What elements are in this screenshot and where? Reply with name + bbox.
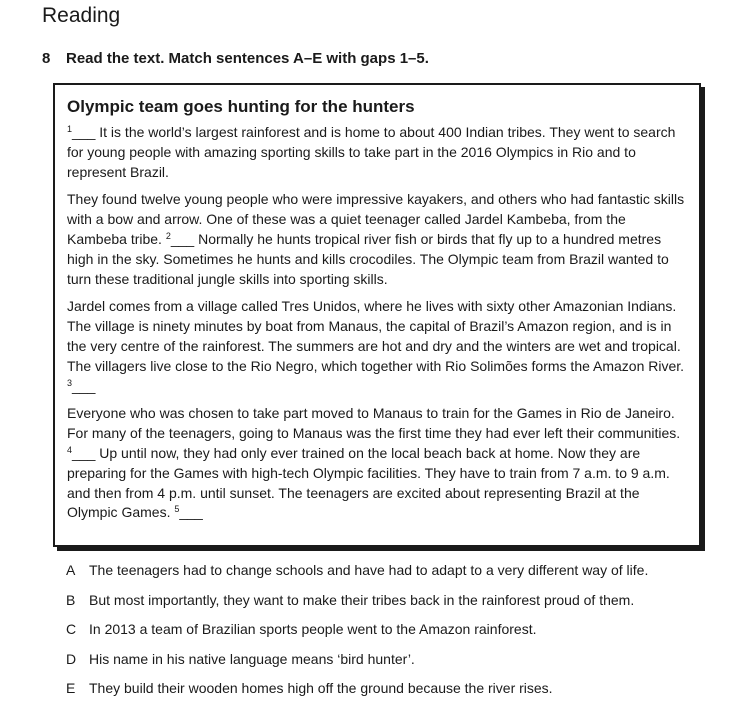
article-paragraph-2 bbox=[67, 190, 689, 289]
paragraph-4-text-b: Up until now, they had only ever trained on the local beach back at home. Now they are preparing for the Games with high-tech Olympic facilities. They have to train from 7 a.m. to 9 a.m. and then from 4 p.m. until sunset. The teenagers are excited about representing Brazil at the Olympic Games. bbox=[67, 444, 670, 521]
gap-number-4: 4 bbox=[67, 444, 73, 455]
exercise-heading bbox=[42, 50, 429, 67]
gap-number-1: 1 bbox=[67, 124, 73, 134]
article-paragraph-1 bbox=[67, 123, 689, 182]
gap-blank-5: ___ bbox=[179, 504, 203, 521]
option-text: The teenagers had to change schools and have had to adapt to a very different way of life. bbox=[89, 562, 649, 578]
paragraph-2-text-b: Normally he hunts tropical river fish or birds that fly up to a hundred metres high in the sky. Sometimes he hunts and kills crocodiles. The Olympic team from Brazil wanted to turn these traditional jungle skills into sporting skills. bbox=[67, 230, 669, 287]
option-letter: C bbox=[66, 621, 77, 637]
option-text: But most importantly, they want to make their tribes back in the rainforest proud of them. bbox=[89, 591, 635, 608]
option-text: They build their wooden homes high off the ground because the river rises. bbox=[89, 680, 553, 696]
exercise-instruction: Read the text. Match sentences A–E with gaps 1–5. bbox=[66, 50, 429, 67]
option-text: In 2013 a team of Brazilian sports people went to the Amazon rainforest. bbox=[89, 621, 537, 637]
gap-blank-4: ___ bbox=[72, 444, 96, 461]
option-letter: A bbox=[66, 562, 76, 578]
answer-options bbox=[66, 560, 726, 708]
section-title: Reading bbox=[42, 4, 121, 27]
gap-number-3: 3 bbox=[67, 377, 73, 388]
article-paragraph-4 bbox=[67, 404, 689, 523]
option-text: His name in his native language means ‘bird hunter’. bbox=[89, 650, 415, 667]
option-c bbox=[66, 619, 726, 649]
option-d bbox=[66, 649, 726, 679]
paragraph-4-text-a: Everyone who was chosen to take part moved to Manaus to train for the Games in Rio de Janeiro. For many of the teenagers, going to Manaus was the first time they had ever left their communities. bbox=[67, 405, 681, 442]
gap-number-5: 5 bbox=[174, 504, 180, 515]
option-e bbox=[66, 678, 726, 708]
gap-blank-3: ___ bbox=[72, 377, 96, 394]
gap-blank-2: ___ bbox=[170, 230, 195, 247]
paragraph-3-text: Jardel comes from a village called Tres Unidos, where he lives with sixty other Amazonian Indians. The village is ninety minutes by boat from Manaus, the capital of Brazil’s Amazon region, and is in the very centre of the rainforest. The summers are hot and dry and the winters are wet and tropical. The villagers live close to the Rio Negro, which together with Rio Solimões forms the Amazon River. bbox=[67, 298, 685, 374]
paragraph-2-text-a: They found twelve young people who were impressive kayakers, and others who had fantastic skills with a bow and arrow. One of these was a quiet teenager called Jardel Kambeba, from the Kambeba tribe. bbox=[67, 191, 685, 247]
paragraph-1-text: It is the world’s largest rainforest and is home to about 400 Indian tribes. They went to search for young people with amazing sporting skills to take part in the 2016 Olympics in Rio and to represent Brazil. bbox=[67, 124, 676, 180]
option-b bbox=[66, 590, 726, 620]
gap-blank-1: ___ bbox=[72, 124, 96, 140]
option-letter: B bbox=[66, 591, 76, 608]
article-paragraph-3 bbox=[67, 297, 689, 396]
exercise-number: 8 bbox=[42, 50, 51, 67]
article-title: Olympic team goes hunting for the hunters bbox=[67, 97, 415, 116]
reading-text-box bbox=[53, 83, 701, 547]
gap-number-2: 2 bbox=[165, 230, 171, 241]
option-letter: E bbox=[66, 680, 76, 696]
option-a bbox=[66, 560, 726, 590]
option-letter: D bbox=[66, 650, 77, 667]
